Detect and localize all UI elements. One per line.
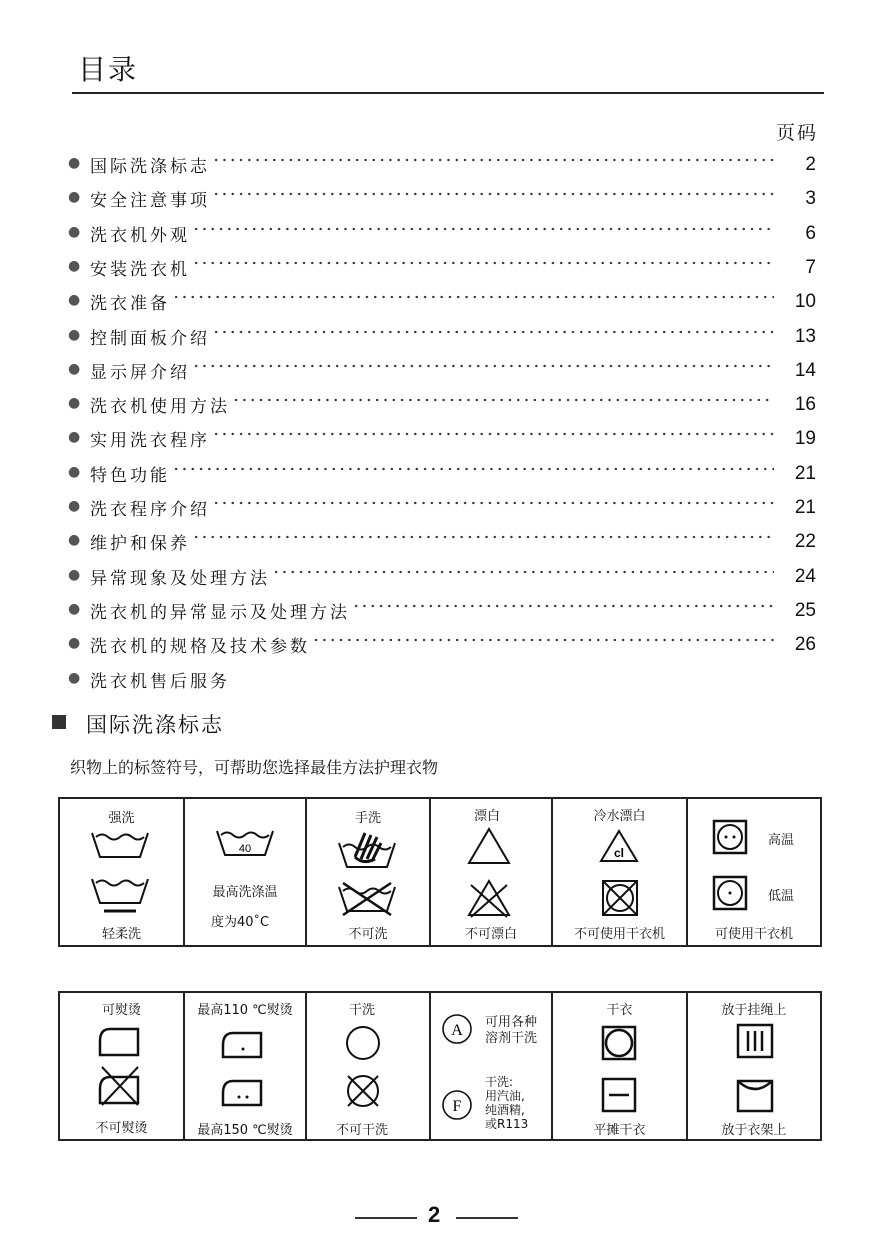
bullet-icon: ● [68,463,81,480]
strong-wash-label: 强洗 [108,811,135,826]
bullet-icon: ● [68,223,81,240]
cell-hand-wash [306,798,430,946]
page-column-heading: 页码 [776,122,819,144]
tumble-low-icon [712,875,748,911]
no-bleach-icon [467,879,511,919]
bullet-icon: ● [68,600,81,617]
toc-item-label: 控制面板介绍 [90,328,210,349]
max-temp-line2: 度为40˚C [210,915,270,930]
toc-item[interactable] [68,217,820,251]
tumble-dry-icon [601,1025,637,1061]
no-wash-icon [337,883,397,917]
petrol-l2: 用汽油, [485,1089,525,1103]
toc-leader-dots [192,364,774,368]
page-title: 目录 [78,53,139,86]
toc-item-label: 国际洗涤标志 [90,157,210,177]
petrol-l4: 或R113 [485,1117,529,1131]
no-iron-icon [98,1065,142,1107]
toc-item[interactable] [68,525,820,559]
bullet-icon: ● [68,155,81,171]
cell-tumble [687,798,821,946]
section-description: 织物上的标签符号，可帮助您选择最佳方法护理衣物 [70,758,439,777]
toc-leader-dots [212,432,774,436]
cell-iron-temp [184,992,306,1140]
toc-leader-dots [192,227,774,231]
page-number: 2 [428,1202,441,1227]
cell-solvent [430,992,552,1140]
toc-item[interactable] [68,354,820,388]
toc-item-label: 维护和保养 [90,534,190,555]
tumble-ok-label: 可使用干衣机 [714,927,793,942]
toc-item-label: 洗衣准备 [90,294,170,315]
no-dry-clean-label: 不可干洗 [335,1123,388,1138]
toc-leader-dots [172,467,774,471]
iron-110-label: 最高110 ℃熨烫 [197,1003,293,1018]
toc-leader-dots [192,261,774,265]
no-dry-clean-icon [345,1073,381,1109]
toc-item-page: 25 [794,599,816,621]
dry-clean-icon [345,1025,381,1061]
toc-item-page: 2 [805,154,816,175]
bullet-icon: ● [68,669,81,686]
toc-item-label: 显示屏介绍 [90,362,190,383]
bullet-icon: ● [68,532,81,549]
bullet-icon: ● [68,635,81,652]
hanger-dry-icon [736,1079,774,1113]
solvent-f-icon [441,1089,473,1121]
title-divider [72,92,824,94]
washtub-icon [90,829,150,859]
dry-clean-label: 干洗 [348,1003,375,1018]
toc-item-label: 异常现象及处理方法 [90,568,270,589]
toc-leader-dots [212,192,774,196]
cell-max-temp [184,798,306,946]
toc-item[interactable] [68,491,820,525]
footer-rule-left [355,1217,417,1219]
toc-item-page: 6 [805,222,816,244]
toc-item-page: 10 [794,291,816,313]
toc-item[interactable] [68,628,820,662]
toc-leader-dots [272,570,774,574]
letter-a: A [451,1022,463,1039]
bullet-icon: ● [68,566,81,583]
toc-item[interactable] [68,663,820,697]
cell-cold-bleach [552,798,687,946]
petrol-l1: 干洗: [485,1075,514,1089]
chlorine-bleach-icon [599,829,639,863]
toc-item-label: 洗衣程序介绍 [90,500,210,520]
no-tumble-label: 不可使用干衣机 [573,927,665,942]
toc-item-page: 3 [805,188,816,210]
cell-dry [552,992,687,1140]
toc-item[interactable] [68,388,820,422]
cl-text: cl [613,846,625,860]
tumble-dry-label: 干衣 [606,1003,633,1018]
cell-hang [687,992,821,1140]
iron-low-icon [221,1031,265,1061]
cell-iron [59,992,184,1140]
no-tumble-dry-icon [601,879,639,917]
tumble-high-icon [712,819,748,855]
toc-item-label: 洗衣机售后服务 [90,671,230,692]
bleach-label: 漂白 [473,809,500,824]
any-solvent-l2: 溶剂干洗 [485,1031,538,1046]
toc-item-page: 16 [794,394,816,416]
toc-item[interactable] [68,148,820,182]
toc-item-page: 22 [794,531,816,553]
toc-item-page: 26 [794,634,816,656]
solvent-a-icon [441,1013,473,1045]
temp-value: 40 [238,843,252,855]
care-symbol-table-1 [58,797,822,947]
max-temp-line1: 最高洗涤温 [212,885,278,900]
toc-leader-dots [172,295,774,299]
toc-item-page: 13 [794,325,816,347]
bullet-icon: ● [68,257,81,274]
toc-item[interactable] [68,182,820,216]
cold-bleach-label: 冷水漂白 [593,809,646,824]
toc-item-page: 19 [794,428,816,450]
section-title: 国际洗涤标志 [86,713,224,737]
petrol-l3: 纯酒精, [485,1103,525,1117]
toc-item-label: 洗衣机外观 [90,225,190,246]
toc-item-page: 14 [794,359,816,381]
toc-item-label: 安装洗衣机 [90,259,190,280]
hand-wash-icon [337,829,397,869]
flat-dry-icon [601,1077,637,1113]
bullet-icon: ● [68,292,81,309]
bullet-icon: ● [68,360,81,377]
toc-item-page: 21 [794,462,816,484]
any-solvent-l1: 可用各种 [485,1015,538,1030]
toc-item-label: 洗衣机的异常显示及处理方法 [90,602,350,623]
cell-wash [59,798,184,946]
toc-item-label: 洗衣机使用方法 [90,397,230,418]
no-iron-label: 不可熨烫 [95,1121,148,1136]
toc-item-page: 7 [805,256,816,278]
toc-item[interactable] [68,285,820,319]
footer-rule-right [456,1217,518,1219]
no-wash-label: 不可洗 [348,927,388,942]
toc-item[interactable] [68,560,820,594]
iron-medium-icon [221,1079,265,1109]
bleach-triangle-icon [467,827,511,867]
toc-leader-dots [212,501,774,505]
toc-leader-dots [212,330,774,334]
toc-leader-dots [212,158,774,162]
low-temp-label: 低温 [768,889,795,904]
toc-item-page: 24 [794,565,816,587]
washtub-40-icon [215,827,275,859]
iron-ok-label: 可熨烫 [101,1003,141,1018]
toc-item-label: 安全注意事项 [90,191,210,212]
toc-item-label: 实用洗衣程序 [90,431,210,452]
toc-item[interactable] [68,594,820,628]
toc-item-page: 21 [794,497,816,518]
toc-leader-dots [232,398,774,402]
toc-item[interactable] [68,320,820,354]
bullet-icon: ● [68,189,81,206]
toc-leader-dots [312,638,774,642]
cell-bleach [430,798,552,946]
bullet-icon: ● [68,429,81,446]
hanger-dry-label: 放于衣架上 [721,1123,787,1138]
hand-wash-label: 手洗 [354,811,381,826]
toc-item-label: 洗衣机的规格及技术参数 [90,637,310,658]
bullet-icon: ● [68,498,81,514]
iron-icon [98,1027,142,1059]
toc-leader-dots [352,604,774,608]
care-symbol-table-2 [58,991,822,1141]
bullet-icon: ● [68,395,81,412]
no-bleach-label: 不可漂白 [464,927,517,942]
section-bullet-icon [52,715,66,729]
toc-item[interactable] [68,251,820,285]
line-dry-label: 放于挂绳上 [721,1003,787,1018]
line-dry-icon [736,1023,774,1059]
toc-item[interactable] [68,457,820,491]
toc-leader-dots [192,535,774,539]
toc-item-label: 特色功能 [90,465,170,486]
iron-150-label: 最高150 ℃熨烫 [197,1123,293,1138]
letter-f: F [452,1098,462,1115]
bullet-icon: ● [68,326,81,343]
gentle-wash-label: 轻柔洗 [101,927,141,942]
gentle-washtub-icon [90,875,150,915]
toc-item[interactable] [68,422,820,456]
flat-dry-label: 平摊干衣 [593,1123,646,1138]
cell-dry-clean [306,992,430,1140]
high-temp-label: 高温 [768,833,795,848]
